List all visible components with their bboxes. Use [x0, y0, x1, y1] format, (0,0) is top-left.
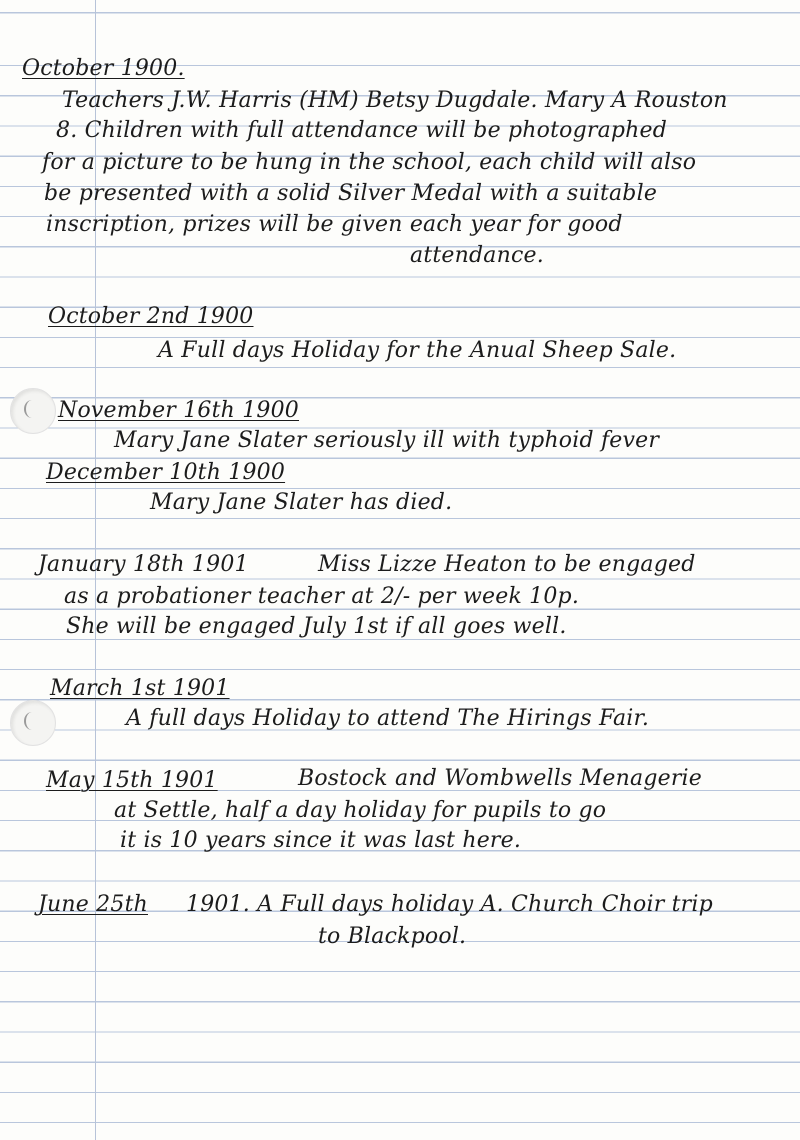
entry-date: November 16th 1900 [58, 398, 300, 423]
entry-text-line: inscription, prizes will be given each year for good [46, 212, 623, 237]
entry-text-line: Mary Jane Slater has died. [150, 490, 453, 515]
entry-text-line: be presented with a solid Silver Medal with a suitable [44, 181, 658, 206]
entry-text-line: Mary Jane Slater seriously ill with typhoid fever [114, 428, 660, 453]
entry-text-line: Bostock and Wombwells Menagerie [298, 766, 703, 791]
entry-text-line: to Blackpool. [318, 924, 467, 949]
entry-date: March 1st 1901 [50, 676, 230, 701]
punch-hole-upper [10, 388, 56, 434]
entry-date: October 1900. [22, 56, 185, 81]
entry-date: December 10th 1900 [46, 460, 286, 485]
entry-text-line: for a picture to be hung in the school, each child will also [42, 150, 697, 175]
entry-text-line: Miss Lizze Heaton to be engaged [318, 552, 696, 577]
entry-text-line: it is 10 years since it was last here. [120, 828, 522, 853]
entry-text-line: She will be engaged July 1st if all goes well. [66, 614, 567, 639]
entry-text-line: 8. Children with full attendance will be photographed [56, 118, 668, 143]
entry-date: June 25th [38, 892, 148, 917]
entry-text-line: attendance. [410, 243, 544, 268]
entry-date: October 2nd 1900 [48, 304, 254, 329]
entry-text-line: A Full days Holiday for the Anual Sheep Sale. [158, 338, 677, 363]
entry-text-line: A full days Holiday to attend The Hirings Fair. [126, 706, 650, 731]
entry-text-line: at Settle, half a day holiday for pupils to go [114, 798, 607, 823]
entry-date: January 18th 1901 [38, 552, 249, 577]
entry-text-line: as a probationer teacher at 2/- per week 10p. [64, 584, 580, 609]
punch-hole-lower [10, 700, 56, 746]
entry-text-line: Teachers J.W. Harris (HM) Betsy Dugdale. Mary A Rouston [62, 88, 728, 113]
entry-text-line: 1901. A Full days holiday A. Church Choir trip [186, 892, 713, 917]
entry-date: May 15th 1901 [46, 768, 218, 793]
